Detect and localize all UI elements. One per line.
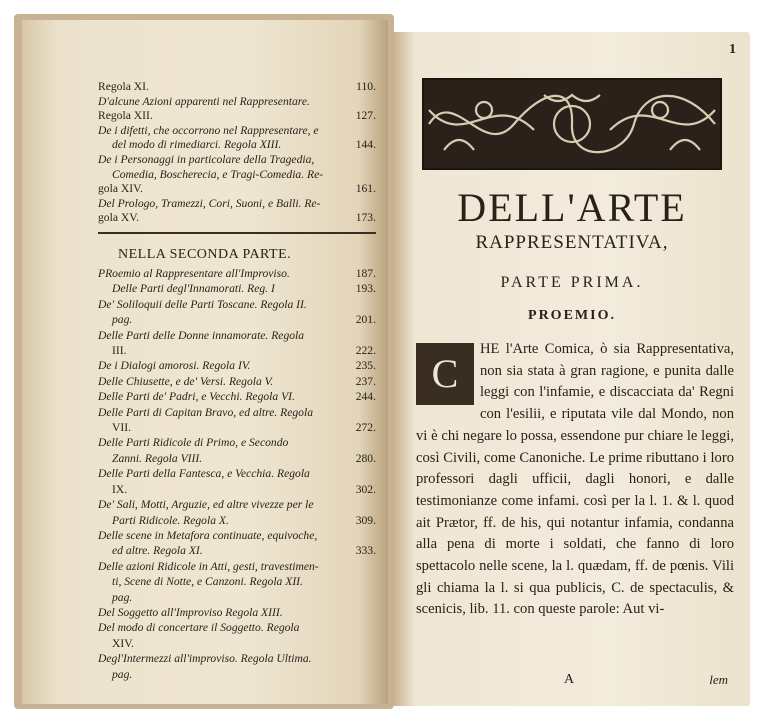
toc-entry: [98, 651, 376, 666]
toc-entry: [98, 124, 376, 139]
toc-entry: [98, 358, 376, 373]
toc-entry-title: De i Dialogi amorosi. Regola IV.: [98, 359, 251, 373]
toc-entry: [98, 451, 376, 466]
toc-page-number: 201.: [355, 313, 376, 327]
toc-entry: [98, 559, 376, 574]
toc-entry-title: Regola XII.: [98, 109, 153, 123]
toc-entry-title: D'alcune Azioni apparenti nel Rappresentare.: [98, 94, 310, 108]
toc-page-number: 193.: [355, 282, 376, 296]
toc-page-number: 173.: [355, 211, 376, 225]
toc-entry: [98, 95, 376, 110]
toc-page-number: 309.: [355, 513, 376, 527]
toc-entry-title: ti, Scene di Notte, e Canzoni. Regola XII.: [112, 575, 303, 589]
toc-entry-title: pag.: [112, 667, 133, 681]
toc-entry: [98, 667, 376, 682]
toc-page-number: 144.: [355, 138, 376, 152]
toc-entry-title: De' Soliloquii delle Parti Toscane. Regola II.: [98, 297, 307, 311]
toc-entry-title: Del Soggetto all'Improviso Regola XIII.: [98, 605, 283, 619]
toc-page-number: 222.: [355, 344, 376, 358]
toc-entry-title: De i Personaggi in particolare della Tragedia,: [98, 152, 315, 166]
toc-entry: [98, 109, 376, 124]
toc-entry-title: Delle scene in Metafora continuate, equivoche,: [98, 528, 318, 542]
toc-entry-title: XIV.: [112, 636, 135, 650]
toc-entry-title: Delle Parti di Capitan Bravo, ed altre. Regola: [98, 405, 313, 419]
toc-entry: [98, 466, 376, 481]
signature-mark: A: [564, 672, 575, 687]
paragraph: HE l'Arte Comica, ò sia Rappresentativa, non sia stata à gran ragione, e punita dalle leggi con l'infamie, e discacciata da' Regni con l'esilii, e riputata vile dal Mondo, non vi è chi negare lo possa, essendone pur chiare le leggi, così Civili, come Canoniche. Le prime ributtano i loro professori dagli ufficii, dagli honori, e dalle testimonianze come infami. così per la l. 1. & l. quod ait Prætor, ff. de his, qui notantur infamia, condanna alla pena di morte i soldati, che fanno di loro spettacolo nelle scene, la l. quædam, ff. de pœnis. Vili gli chiama la l. si qua publicis, C. de spectaculis, & scenicis, lib. 11. con queste parole: Aut vi-: [416, 341, 734, 618]
toc-page-number: 272.: [355, 421, 376, 435]
toc-entry: [98, 182, 376, 197]
toc-page-number: 244.: [355, 390, 376, 404]
toc-entry: [98, 80, 376, 95]
toc-page-number: 280.: [355, 451, 376, 465]
toc-entry-title: De' Sali, Motti, Arguzie, ed altre vivezze per le: [98, 498, 314, 512]
toc-entry-title: Del Prologo, Tramezzi, Cori, Suoni, e Balli. Re-: [98, 196, 321, 210]
toc-entry-title: del modo di rimediarci. Regola XIII.: [112, 138, 282, 152]
toc-entry: [98, 266, 376, 281]
toc-entry-title: gola XIV.: [98, 182, 143, 196]
toc-entry-title: pag.: [112, 590, 133, 604]
toc-entry: [98, 435, 376, 450]
toc-entry-title: De i difetti, che occorrono nel Rappresentare, e: [98, 123, 319, 137]
toc-page-number: 161.: [355, 182, 376, 196]
toc-entry: [98, 605, 376, 620]
toc-entry-title: VII.: [112, 421, 131, 435]
toc-entry-title: Delle Parti degl'Innamorati. Reg. I: [112, 282, 275, 296]
toc-entry-title: pag.: [112, 313, 133, 327]
toc-entry-title: Delle Parti delle Donne innamorate. Regola: [98, 328, 305, 342]
toc-entry-title: Regola XI.: [98, 80, 149, 93]
toc-entry: [98, 543, 376, 558]
toc-entry: [98, 197, 376, 212]
toc-page-number: 237.: [355, 374, 376, 388]
toc-entry-title: Delle Parti Ridicole di Primo, e Secondo: [98, 436, 289, 450]
toc-page-number: 187.: [355, 267, 376, 280]
toc-entry-title: Comedia, Boscherecia, e Tragi-Comedia. Re-: [112, 167, 324, 181]
section-heading: NELLA SECONDA PARTE.: [118, 247, 292, 262]
drop-cap: C: [416, 343, 474, 405]
toc-entry-title: Delle Parti della Fantesca, e Vecchia. Regola: [98, 467, 310, 481]
ornamental-headpiece: [422, 78, 722, 170]
catchword: lem: [709, 672, 728, 687]
toc-entry-title: Parti Ridicole. Regola X.: [112, 513, 229, 527]
toc-entry-title: gola XV.: [98, 211, 140, 225]
toc-entry: [98, 374, 376, 389]
toc-entry-title: PRoemio al Rappresentare all'Improviso.: [98, 267, 290, 280]
table-of-contents-second-part: [98, 266, 376, 682]
toc-entry-title: Del modo di concertare il Soggetto. Regola: [98, 621, 300, 635]
toc-entry: [98, 497, 376, 512]
toc-page-number: 235.: [355, 359, 376, 373]
toc-entry: [98, 528, 376, 543]
toc-entry: [98, 168, 376, 183]
toc-entry: [98, 482, 376, 497]
toc-entry: [98, 343, 376, 358]
part-heading: PARTE PRIMA.: [500, 274, 644, 291]
book-title: DELL'ARTE: [457, 185, 687, 230]
toc-entry: [98, 513, 376, 528]
toc-entry: [98, 636, 376, 651]
toc-entry-title: IX.: [112, 482, 128, 496]
toc-page-number: 110.: [356, 80, 376, 93]
toc-entry: [98, 405, 376, 420]
toc-entry: [98, 574, 376, 589]
toc-entry-title: III.: [112, 344, 127, 358]
toc-entry-title: ed altre. Regola XI.: [112, 544, 203, 558]
toc-entry: [98, 281, 376, 296]
toc-entry: [98, 312, 376, 327]
body-text: [416, 339, 734, 621]
toc-entry: [98, 620, 376, 635]
toc-page-number: 127.: [355, 109, 376, 123]
toc-entry-title: Delle Chiusette, e de' Versi. Regola V.: [98, 374, 274, 388]
table-of-contents-first-part: [98, 80, 376, 226]
book-subtitle: RAPPRESENTATIVA,: [475, 232, 669, 253]
toc-entry: [98, 420, 376, 435]
toc-entry-title: Zanni. Regola VIII.: [112, 451, 203, 465]
toc-entry: [98, 153, 376, 168]
toc-entry: [98, 590, 376, 605]
toc-entry: [98, 211, 376, 226]
toc-entry-title: Delle Parti de' Padri, e Vecchi. Regola VI.: [98, 390, 295, 404]
section-heading: PROEMIO.: [528, 308, 616, 323]
toc-entry: [98, 328, 376, 343]
toc-page-number: 302.: [355, 482, 376, 496]
toc-entry: [98, 389, 376, 404]
toc-entry: [98, 297, 376, 312]
page-number: 1: [729, 42, 736, 57]
toc-entry: [98, 138, 376, 153]
right-page: [394, 32, 750, 706]
divider-rule: [98, 232, 376, 234]
toc-page-number: 333.: [355, 544, 376, 558]
toc-entry-title: Degl'Intermezzi all'improviso. Regola Ultima.: [98, 652, 312, 666]
toc-entry-title: Delle azioni Ridicole in Atti, gesti, travestimen-: [98, 559, 319, 573]
